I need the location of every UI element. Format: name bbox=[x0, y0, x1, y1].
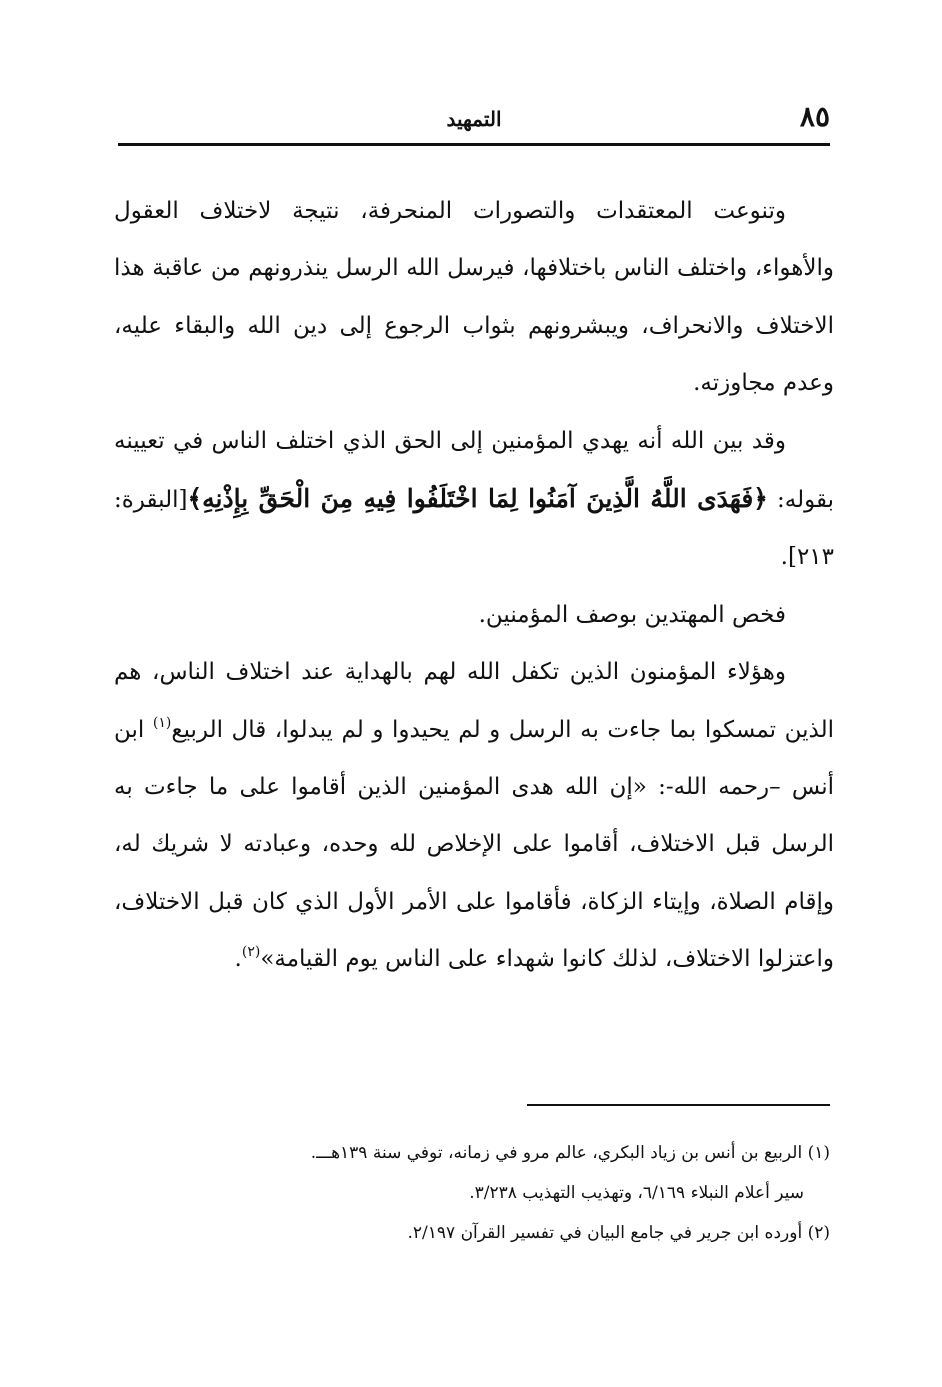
paragraph-2-text: وقد بين الله أنه يهدي المؤمنين إلى الحق الذي اختلف الناس في تعيينه بقوله: bbox=[114, 427, 834, 514]
verse-reference: [البقرة: ٢١٣]. bbox=[114, 487, 834, 571]
paragraph-2 bbox=[114, 413, 834, 587]
main-text bbox=[114, 183, 834, 989]
quran-verse: ﴿فَهَدَى اللَّهُ الَّذِينَ آمَنُوا لِمَا اخْتَلَفُوا فِيهِ مِنَ الْحَقِّ بِإِذْنِهِ﴾ bbox=[187, 484, 768, 514]
footnote-ref-2: (٢) bbox=[241, 944, 261, 961]
footnote-1: (١) الربيع بن أنس بن زياد البكري، عالم مرو في زمانه، توفي سنة ١٣٩هـــ. bbox=[310, 1143, 830, 1163]
paragraph-4 bbox=[114, 644, 834, 988]
footnote-divider bbox=[527, 1104, 830, 1106]
page-number: ٨٥ bbox=[799, 100, 830, 133]
footnote-2: (٢) أورده ابن جرير في جامع البيان في تفسير القرآن ٢/١٩٧. bbox=[407, 1223, 830, 1243]
paragraph-4-end: . bbox=[234, 946, 242, 973]
paragraph-3: فخص المهتدين بوصف المؤمنين. bbox=[478, 601, 786, 628]
footnote-1-continued: سير أعلام النبلاء ٦/١٦٩، وتهذيب التهذيب ٣/٢٣٨. bbox=[469, 1183, 804, 1203]
page-header bbox=[118, 95, 830, 146]
paragraph-1: وتنوعت المعتقدات والتصورات المنحرفة، نتيجة لاختلاف العقول والأهواء، واختلف الناس باختلافها، فيرسل الله الرسل ينذرونهم من عاقبة هذا الاختلاف والانحراف، ويبشرونهم بثواب الرجوع إلى دين الله والبقاء عليه، وعدم مجاوزته. bbox=[114, 198, 834, 397]
footnote-ref-1: (١) bbox=[152, 714, 172, 731]
paragraph-4-text-b: ابن أنس –رحمه الله-: «إن الله هدى المؤمنين الذين أقاموا على ما جاءت به الرسل قبل الاختلاف، أقاموا على الإخلاص لله وحده، وعبادته لا شريك له، وإقام الصلاة، وإيتاء الزكاة، فأقاموا على الأمر الأول الذي كان قبل الاختلاف، واعتزلوا الاختلاف، لذلك كانوا شهداء على الناس يوم القيامة» bbox=[114, 716, 834, 973]
footnotes bbox=[118, 1133, 830, 1253]
running-title: التمهيد bbox=[446, 107, 502, 131]
paragraph-4-text-a: وهؤلاء المؤمنون الذين تكفل الله لهم بالهداية عند اختلاف الناس، هم الذين تمسكوا بما جاءت به الرسل و لم يحيدوا و لم يبدلوا، قال الربيع bbox=[114, 659, 834, 743]
